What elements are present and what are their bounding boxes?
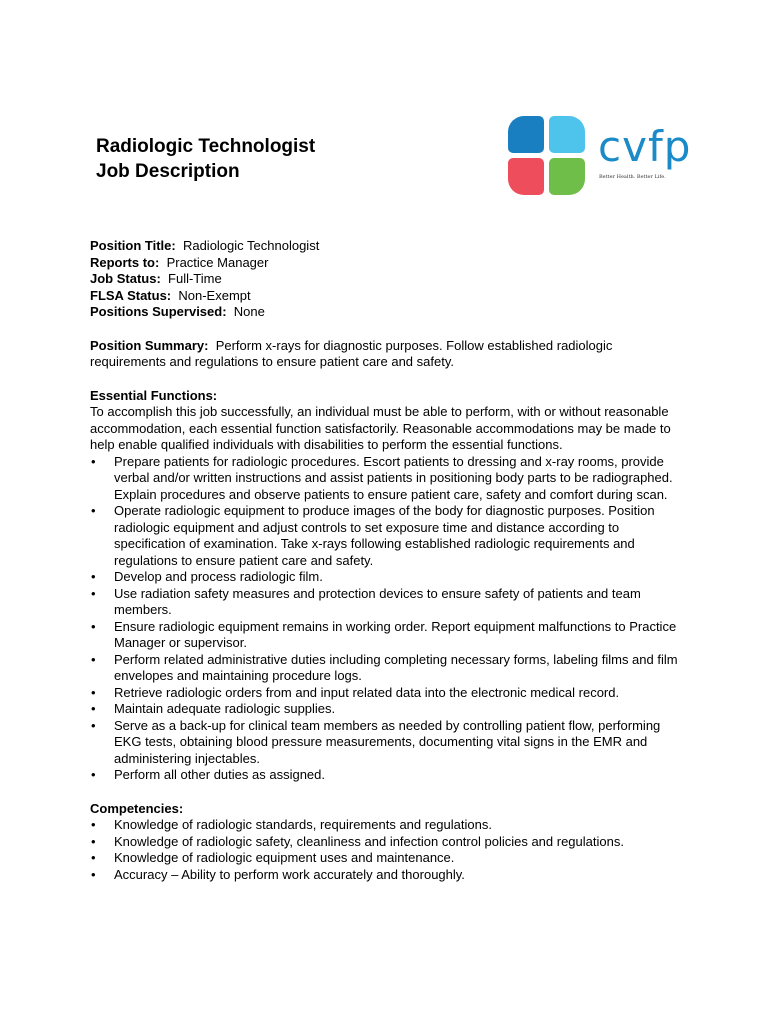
position-fields: [90, 238, 690, 321]
field-job-status: [90, 271, 690, 288]
logo-square-top-left: [508, 116, 544, 153]
field-value: Practice Manager: [166, 254, 269, 270]
field-value: Full-Time: [168, 271, 222, 286]
title-line-1: Radiologic Technologist: [96, 136, 316, 157]
field-label: Reports to:: [90, 254, 160, 270]
list-item: • Operate radiologic equipment to produce images of the body for diagnostic purposes. Position radiologic equipment and adjust controls to set exposure time and distance according to specification of examination. Take x-rays following established radiologic requirements and regulations to ensure patient care and safety.: [90, 503, 690, 569]
logo-square-bottom-left: [508, 158, 544, 195]
competencies-heading: Competencies:: [90, 800, 184, 816]
field-label: Position Title:: [90, 238, 176, 253]
list-item: • Use radiation safety measures and protection devices to ensure safety of patients and team members.: [90, 586, 690, 619]
list-item: • Accuracy – Ability to perform work accurately and thoroughly.: [90, 867, 690, 884]
list-item: • Perform all other duties as assigned.: [90, 767, 690, 784]
logo-wordmark: cvfp: [598, 122, 692, 171]
cvfp-logo: [508, 116, 692, 200]
competencies-list: [90, 817, 690, 883]
document-body: [90, 238, 690, 883]
list-item: • Perform related administrative duties including completing necessary forms, labeling films and film envelopes and maintaining procedure logs.: [90, 652, 690, 685]
field-flsa-status: [90, 288, 690, 305]
field-label: Positions Supervised:: [90, 304, 227, 319]
list-item: • Knowledge of radiologic safety, cleanliness and infection control policies and regulations.: [90, 834, 690, 851]
title-line-2: Job Description: [96, 161, 240, 182]
field-reports-to: [90, 255, 690, 272]
list-item: • Ensure radiologic equipment remains in working order. Report equipment malfunctions to Practice Manager or supervisor.: [90, 619, 690, 652]
field-position-title: [90, 238, 690, 255]
field-positions-supervised: [90, 304, 690, 321]
list-item: • Serve as a back-up for clinical team members as needed by controlling patient flow, performing EKG tests, obtaining blood pressure measurements, documenting vital signs in the EMR and administering injectables.: [90, 718, 690, 768]
list-item: • Develop and process radiologic film.: [90, 569, 690, 586]
logo-square-bottom-right: [549, 158, 585, 195]
list-item: • Knowledge of radiologic equipment uses and maintenance.: [90, 850, 690, 867]
summary-label: Position Summary:: [90, 337, 209, 353]
list-item: • Retrieve radiologic orders from and input related data into the electronic medical record.: [90, 685, 690, 702]
essential-functions-list: [90, 454, 690, 784]
logo-square-top-right: [549, 116, 585, 153]
field-label: Job Status:: [90, 271, 161, 286]
list-item: • Prepare patients for radiologic procedures. Escort patients to dressing and x-ray rooms, provide verbal and/or written instructions and assist patients in positioning body parts to be radiographed. Explain procedures and observe patients to ensure patient care, safety and comfort during scan.: [90, 454, 690, 504]
summary-text: Perform x-rays for diagnostic purposes. Follow established radiologic requirements and regulations to ensure patient care and safety.: [90, 337, 613, 369]
list-item: • Knowledge of radiologic standards, requirements and regulations.: [90, 817, 690, 834]
field-value: None: [233, 304, 265, 319]
field-label: FLSA Status:: [90, 287, 172, 303]
page-title: [96, 134, 315, 184]
field-value: Radiologic Technologist: [182, 238, 320, 253]
logo-tagline: Better Health. Better Life.: [599, 174, 666, 180]
list-item: • Maintain adequate radiologic supplies.: [90, 701, 690, 718]
essential-functions-intro: To accomplish this job successfully, an individual must be able to perform, with or without reasonable accommodation, each essential function satisfactorily. Reasonable accommodations may be made to help enable qualified individuals with disabilities to perform the essential functions.: [90, 404, 671, 452]
field-value: Non-Exempt: [178, 287, 251, 303]
essential-functions-heading: Essential Functions:: [90, 387, 218, 403]
position-summary: [90, 338, 690, 371]
